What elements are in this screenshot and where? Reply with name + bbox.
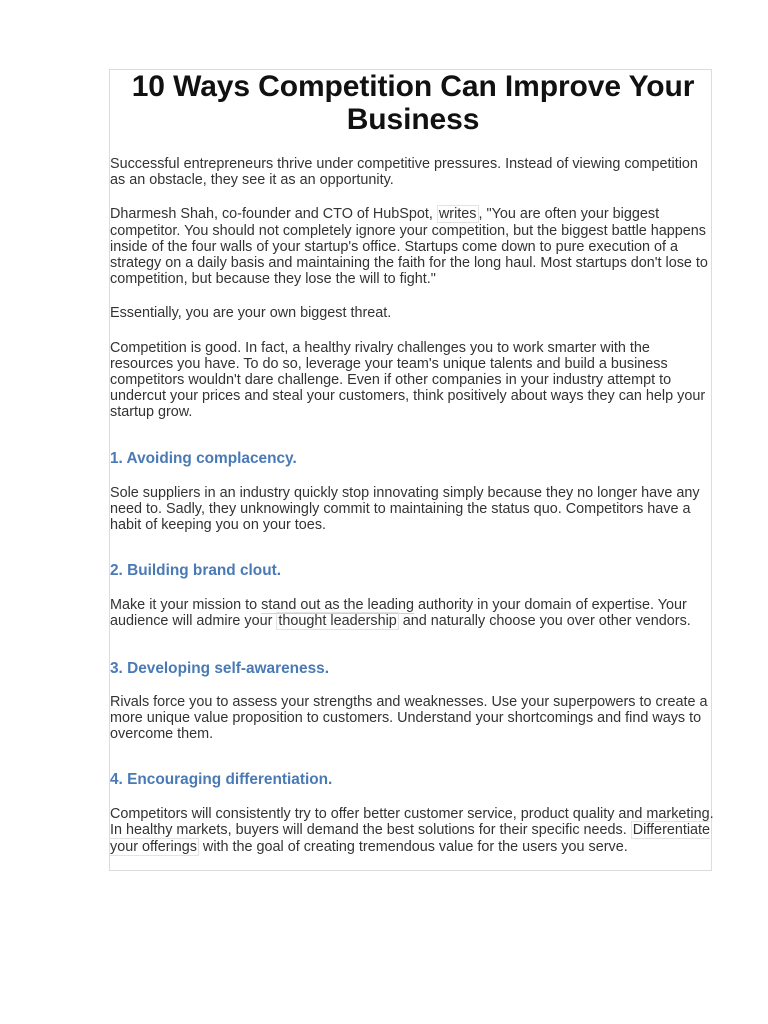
section-text-building-brand-clout (110, 597, 716, 629)
section-text-encouraging-differentiation (110, 806, 716, 855)
brand-text-after: and naturally choose you over other vendors. (398, 613, 691, 630)
section-heading-encouraging-differentiation: 4. Encouraging differentiation. (110, 771, 333, 789)
brand-text-before: Make it your mission to (110, 597, 262, 614)
stand-out-link[interactable]: stand out as the leading (261, 597, 414, 614)
diff-text-after: with the goal of creating tremendous value for the users you serve. (198, 838, 628, 855)
brand-text-mid: authority in your domain of expertise. Your audience will admire your (110, 597, 687, 630)
quote-text-before: Dharmesh Shah, co-founder and CTO of HubSpot, (110, 206, 437, 223)
differentiate-offerings-link[interactable]: Differentiate your offerings (110, 822, 711, 855)
quote-text-after: , "You are often your biggest competitor. You should not completely ignore your competition, but the biggest battle happens inside of the four walls of your startup's office. Startups come down to pure execution of a strategy on a daily basis and maintaining the faith for the long haul. Most startups don't lose to competition, but because they lose the will to fight." (110, 206, 708, 288)
article-title: 10 Ways Competition Can Improve Your Business (131, 70, 695, 136)
section-text-avoiding-complacency: Sole suppliers in an industry quickly stop innovating simply because they no longer have any need to. Sadly, they unknowingly commit to maintaining the status quo. Competitors have a habit of keeping you on your toes. (110, 484, 700, 534)
section-heading-developing-self-awareness: 3. Developing self-awareness. (110, 659, 329, 677)
thought-leadership-link[interactable]: thought leadership (278, 613, 397, 630)
competition-good-paragraph: Competition is good. In fact, a healthy rivalry challenges you to work smarter with the resources you have. To do so, leverage your team's unique talents and build a business competitors wouldn't dare challenge. Even if other companies in your industry attempt to undercut your prices and steal your customers, think positively about ways they can help your startup grow. (110, 339, 706, 421)
section-text-developing-self-awareness: Rivals force you to assess your strengths and weaknesses. Use your superpowers to create a more unique value proposition to customers. Understand your shortcomings and find ways to overcome them. (110, 693, 708, 743)
writes-link[interactable]: writes (438, 206, 477, 223)
intro-paragraph: Successful entrepreneurs thrive under competitive pressures. Instead of viewing competition as an obstacle, they see it as an opportunity. (110, 156, 698, 189)
diff-text-before: Competitors will consistently try to offer better customer service, product quality and marketing. In healthy markets, buyers will demand the best solutions for their specific needs. (110, 806, 714, 839)
article (110, 70, 716, 855)
threat-paragraph: Essentially, you are your own biggest threat. (110, 305, 392, 322)
section-heading-avoiding-complacency: 1. Avoiding complacency. (110, 449, 297, 467)
section-heading-building-brand-clout: 2. Building brand clout. (110, 562, 282, 580)
quote-paragraph (110, 206, 716, 287)
